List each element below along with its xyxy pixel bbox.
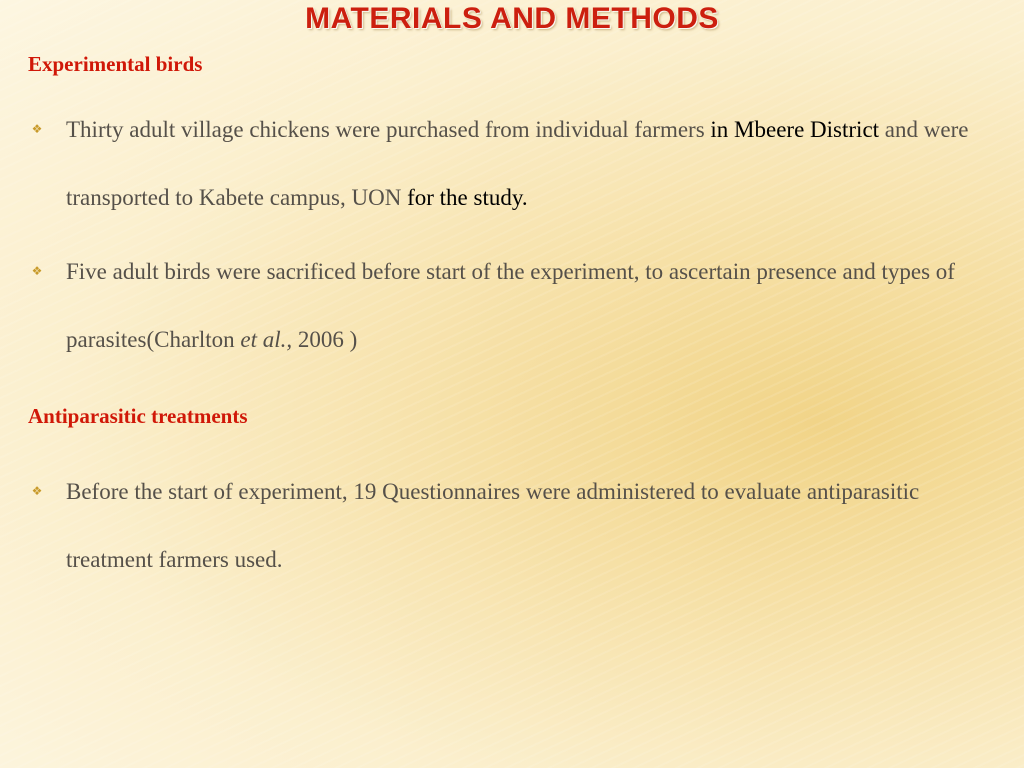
bullet-text-location: in Mbeere District: [710, 117, 880, 142]
bullet-item-chickens-purchased: [30, 96, 1010, 232]
section-heading-experimental-birds: Experimental birds: [28, 52, 203, 76]
bullet-item-birds-sacrificed: [30, 238, 1010, 374]
diamond-bullet-icon: ❖: [31, 264, 43, 278]
bullet-text-citation-etal: et al.,: [240, 327, 293, 352]
bullet-text-part: Five adult birds were sacrificed before start of the experiment, to ascertain presence and types of parasites(Charlton: [66, 259, 955, 352]
section-heading-antiparasitic-treatments: Antiparasitic treatments: [28, 404, 248, 428]
diamond-bullet-icon: ❖: [31, 122, 43, 136]
bullet-text: [66, 238, 1010, 374]
bullet-text-part: Thirty adult village chickens were purchased from individual farmers: [66, 117, 711, 142]
diamond-bullet-icon: ❖: [31, 484, 43, 498]
bullet-text-part: and were transported to Kabete campus, UON: [66, 117, 969, 210]
bullet-text-purpose: for the study.: [407, 185, 528, 210]
bullet-text: Before the start of experiment, 19 Questionnaires were administered to evaluate antiparasitic treatment farmers used.: [66, 479, 920, 572]
bullet-item-questionnaires: [30, 458, 1010, 594]
bullet-text: [66, 96, 1010, 232]
bullet-text-part: 2006 ): [292, 327, 358, 352]
slide-title: MATERIALS AND METHODS: [305, 2, 719, 35]
